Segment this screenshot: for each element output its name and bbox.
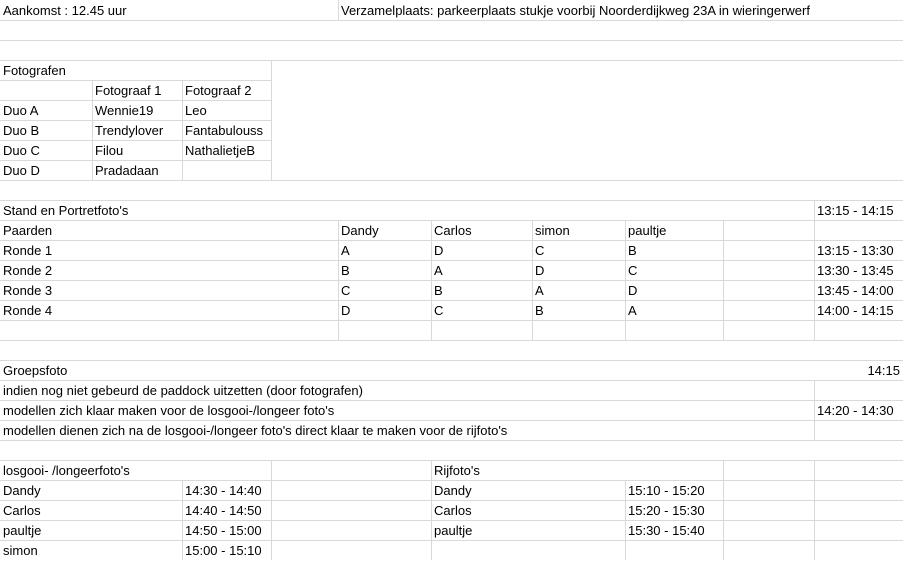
gridline xyxy=(0,360,903,361)
round-time[interactable]: 14:00 - 14:15 xyxy=(817,303,894,318)
gridline xyxy=(0,300,903,301)
duo-label[interactable]: Duo C xyxy=(3,143,40,158)
meeting-point[interactable]: Verzamelplaats: parkeerplaats stukje voorbij Noorderdijkweg 23A in wieringerwerf xyxy=(341,3,810,18)
longeer-name[interactable]: Dandy xyxy=(3,483,41,498)
longeer-time[interactable]: 14:50 - 15:00 xyxy=(185,523,262,538)
round-cell[interactable]: D xyxy=(341,303,351,318)
longeer-time[interactable]: 14:40 - 14:50 xyxy=(185,503,262,518)
photographer-cell[interactable] xyxy=(182,161,185,181)
group-note-time[interactable]: 14:20 - 14:30 xyxy=(817,403,894,418)
rij-time[interactable]: 15:20 - 15:30 xyxy=(628,503,705,518)
round-cell[interactable]: A xyxy=(341,243,350,258)
stand-time[interactable]: 13:15 - 14:15 xyxy=(817,203,894,218)
round-cell[interactable]: A xyxy=(628,303,637,318)
rij-name[interactable]: Dandy xyxy=(434,483,472,498)
photographer-cell[interactable]: Filou xyxy=(95,143,124,158)
round-cell[interactable]: D xyxy=(434,243,444,258)
rij-time[interactable]: 15:30 - 15:40 xyxy=(628,523,705,538)
group-title[interactable]: Groepsfoto xyxy=(3,363,68,378)
round-label[interactable]: Ronde 1 xyxy=(3,243,53,258)
duo-label[interactable]: Duo A xyxy=(3,103,39,118)
photographer-cell[interactable]: Fantabulouss xyxy=(185,123,264,138)
round-cell[interactable]: D xyxy=(535,263,545,278)
gridline xyxy=(271,60,272,180)
gridline xyxy=(0,60,903,61)
round-cell[interactable]: C xyxy=(341,283,351,298)
gridline xyxy=(0,200,903,201)
round-cell[interactable]: C xyxy=(535,243,545,258)
round-cell[interactable]: C xyxy=(628,263,638,278)
round-cell[interactable]: B xyxy=(628,243,637,258)
photographer-cell[interactable]: Pradadaan xyxy=(95,163,159,178)
arrival-time[interactable]: Aankomst : 12.45 uur xyxy=(3,3,127,18)
photographer-cell[interactable]: Leo xyxy=(185,103,207,118)
longeer-name[interactable]: simon xyxy=(3,543,38,558)
round-time[interactable]: 13:15 - 13:30 xyxy=(817,243,894,258)
gridline xyxy=(723,220,724,340)
rij-title[interactable]: Rijfoto's xyxy=(434,463,480,478)
round-cell[interactable]: A xyxy=(434,263,443,278)
gridline xyxy=(814,460,815,560)
round-time[interactable]: 13:45 - 14:00 xyxy=(817,283,894,298)
round-cell[interactable]: B xyxy=(434,283,443,298)
round-cell[interactable]: B xyxy=(535,303,544,318)
group-note[interactable]: indien nog niet gebeurd de paddock uitzetten (door fotografen) xyxy=(3,383,363,398)
round-cell[interactable]: C xyxy=(434,303,444,318)
photographer-2-header[interactable]: Fotograaf 2 xyxy=(185,83,252,98)
longeer-name[interactable]: Carlos xyxy=(3,503,41,518)
group-time[interactable]: 14:15 xyxy=(867,363,900,378)
round-cell[interactable]: A xyxy=(535,283,544,298)
longeer-time[interactable]: 14:30 - 14:40 xyxy=(185,483,262,498)
group-note[interactable]: modellen dienen zich na de losgooi-/longeer foto's direct klaar te maken voor de rijfoto's xyxy=(3,423,508,438)
gridline xyxy=(0,280,903,281)
photographer-cell[interactable]: NathalietjeB xyxy=(185,143,256,158)
round-label[interactable]: Ronde 4 xyxy=(3,303,53,318)
round-cell[interactable]: B xyxy=(341,263,350,278)
round-label[interactable]: Ronde 2 xyxy=(3,263,53,278)
group-note[interactable]: modellen zich klaar maken voor de losgooi-/longeer foto's xyxy=(3,403,335,418)
duo-label[interactable]: Duo D xyxy=(3,163,40,178)
round-time[interactable]: 13:30 - 13:45 xyxy=(817,263,894,278)
gridline xyxy=(0,340,903,341)
round-label[interactable]: Ronde 3 xyxy=(3,283,53,298)
photographer-cell[interactable]: Wennie19 xyxy=(95,103,154,118)
duo-label[interactable]: Duo B xyxy=(3,123,40,138)
photographer-cell[interactable]: Trendylover xyxy=(95,123,164,138)
longeer-name[interactable]: paultje xyxy=(3,523,42,538)
photographer-1-header[interactable]: Fotograaf 1 xyxy=(95,83,162,98)
rij-name[interactable]: Carlos xyxy=(434,503,472,518)
round-cell[interactable]: D xyxy=(628,283,638,298)
gridline xyxy=(0,40,903,41)
gridline xyxy=(723,460,724,560)
longeer-time[interactable]: 15:00 - 15:10 xyxy=(185,543,262,558)
photographers-title[interactable]: Fotografen xyxy=(3,63,66,78)
horse-header[interactable]: Dandy xyxy=(341,223,379,238)
horses-header[interactable]: Paarden xyxy=(3,223,53,238)
horse-header[interactable]: simon xyxy=(535,223,570,238)
horse-header[interactable]: Carlos xyxy=(434,223,472,238)
rij-time[interactable]: 15:10 - 15:20 xyxy=(628,483,705,498)
rij-name[interactable]: paultje xyxy=(434,523,473,538)
gridline xyxy=(0,320,903,321)
gridline xyxy=(0,260,903,261)
stand-title[interactable]: Stand en Portretfoto's xyxy=(3,203,129,218)
gridline xyxy=(271,460,272,560)
horse-header[interactable]: paultje xyxy=(628,223,667,238)
longeer-title[interactable]: losgooi- /longeerfoto's xyxy=(3,463,130,478)
